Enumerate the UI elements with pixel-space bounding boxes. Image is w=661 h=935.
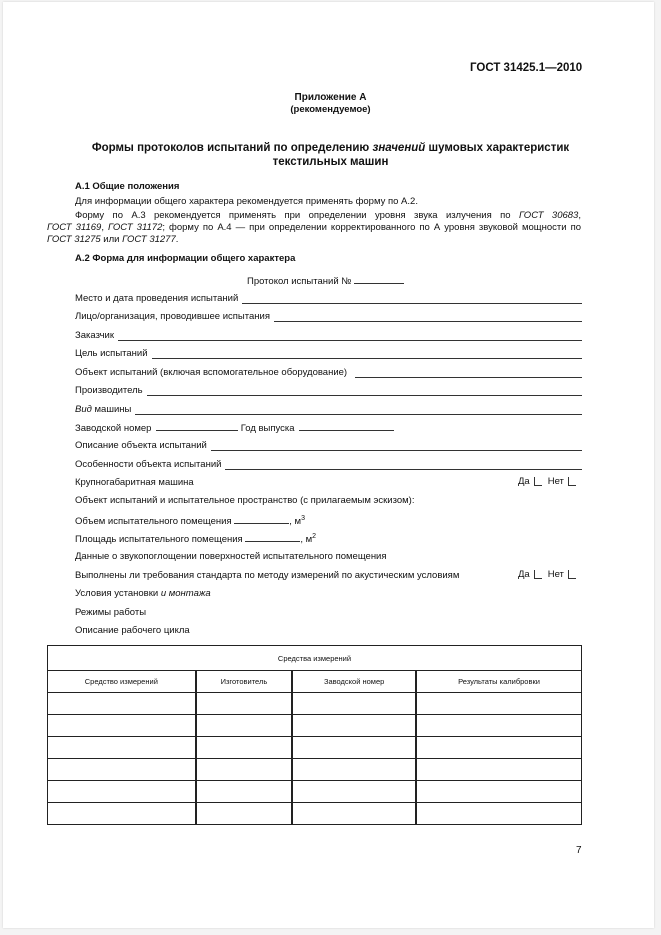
section-a1-p2-line1 [75, 210, 581, 221]
table-cell[interactable] [48, 759, 196, 781]
title-italic: значений [372, 142, 426, 154]
instruments-table [47, 645, 582, 825]
year-input[interactable] [299, 420, 394, 431]
large-machine-choice [518, 476, 576, 487]
table-cell[interactable] [292, 759, 416, 781]
table-caption: Средства измерений [48, 646, 582, 671]
table-cell[interactable] [48, 715, 196, 737]
table-cell[interactable] [196, 693, 293, 715]
section-a1-p2-line3 [47, 234, 178, 245]
table-cell[interactable] [416, 693, 582, 715]
volume-unit: , м [289, 516, 302, 527]
table-caption-row [48, 646, 582, 671]
table-row [48, 737, 582, 759]
volume-label: Объем испытательного помещения [75, 516, 232, 527]
table-cell[interactable] [196, 759, 293, 781]
customer-input[interactable] [118, 330, 582, 341]
table-cell[interactable] [292, 737, 416, 759]
object-label: Объект испытаний (включая вспомогательное оборудование) [75, 367, 348, 378]
table-cell[interactable] [416, 803, 582, 825]
p2-ref: ГОСТ 31169 [47, 222, 102, 233]
area-label: Площадь испытательного помещения [75, 534, 243, 545]
table-cell[interactable] [292, 803, 416, 825]
field-organization [75, 309, 582, 322]
field-customer [75, 328, 582, 341]
machine-type-rest: машины [91, 404, 132, 415]
p2-punct: . [175, 234, 179, 245]
table-cell[interactable] [416, 759, 582, 781]
object-input[interactable] [355, 367, 582, 378]
customer-label: Заказчик [75, 330, 115, 341]
install-italic: и монтажа [160, 588, 211, 599]
column-header: Результаты калибровки [416, 671, 582, 693]
table-cell[interactable] [292, 781, 416, 803]
field-manufacturer [75, 383, 582, 396]
purpose-input[interactable] [152, 348, 582, 359]
install-text: Условия установки [75, 588, 161, 599]
protocol-label: Протокол испытаний № [247, 276, 352, 287]
p2-text: или [100, 234, 123, 245]
serial-input[interactable] [156, 420, 238, 431]
p2-text: ; форму по А.4 — при определении корректированного по А уровня звуковой мощности по [162, 222, 581, 233]
p2-ref: ГОСТ 31277 [122, 234, 176, 245]
absorption-label: Данные о звукопоглощении поверхностей испытательного помещения [75, 551, 387, 562]
requirements-choice [518, 569, 576, 580]
section-a1-heading: А.1 Общие положения [75, 181, 180, 192]
place-date-label: Место и дата проведения испытаний [75, 293, 239, 304]
page-number: 7 [576, 845, 582, 856]
yes-checkbox[interactable] [534, 570, 542, 579]
field-volume [75, 513, 305, 527]
manufacturer-input[interactable] [147, 385, 582, 396]
table-cell[interactable] [196, 737, 293, 759]
volume-input[interactable] [234, 513, 289, 524]
p2-ref: ГОСТ 30683 [518, 210, 579, 221]
area-unit: , м [300, 534, 313, 545]
description-label: Описание объекта испытаний [75, 440, 207, 451]
section-a1-p2-line2 [47, 222, 581, 233]
place-date-input[interactable] [242, 293, 582, 304]
column-header: Заводской номер [292, 671, 416, 693]
no-checkbox[interactable] [568, 477, 576, 486]
table-cell[interactable] [416, 715, 582, 737]
appendix-subtitle: (рекомендуемое) [290, 104, 371, 115]
yes-label: Да [518, 569, 530, 580]
table-cell[interactable] [196, 715, 293, 737]
field-serial-year [75, 420, 394, 434]
table-cell[interactable] [48, 781, 196, 803]
table-cell[interactable] [48, 737, 196, 759]
cycle-label: Описание рабочего цикла [75, 625, 190, 636]
field-object [75, 365, 582, 378]
p2-ref: ГОСТ 31172 [108, 222, 163, 233]
main-title-line2: текстильных машин [272, 156, 389, 168]
large-machine-label: Крупногабаритная машина [75, 477, 194, 488]
table-row [48, 803, 582, 825]
document-code: ГОСТ 31425.1—2010 [470, 62, 583, 74]
field-features [75, 457, 582, 470]
table-cell[interactable] [416, 737, 582, 759]
modes-label: Режимы работы [75, 607, 147, 618]
protocol-number-row [247, 273, 404, 287]
table-row [48, 781, 582, 803]
column-header: Средство измерений [48, 671, 196, 693]
field-place-date [75, 291, 582, 304]
machine-type-input[interactable] [135, 404, 582, 415]
field-machine-type [75, 402, 582, 415]
table-cell[interactable] [292, 715, 416, 737]
organization-input[interactable] [274, 311, 582, 322]
table-cell[interactable] [48, 803, 196, 825]
table-row [48, 759, 582, 781]
no-label: Нет [547, 569, 564, 580]
description-input[interactable] [211, 440, 582, 451]
purpose-label: Цель испытаний [75, 348, 148, 359]
p2-ref: ГОСТ 31275 [47, 234, 101, 245]
field-area [75, 531, 316, 545]
machine-type-italic: Вид [75, 404, 92, 415]
no-checkbox[interactable] [568, 570, 576, 579]
column-header: Изготовитель [196, 671, 293, 693]
table-row [48, 715, 582, 737]
volume-exponent: 3 [301, 514, 305, 522]
year-label: Год выпуска [240, 423, 295, 434]
section-a2-heading: А.2 Форма для информации общего характера [75, 253, 296, 264]
field-purpose [75, 346, 582, 359]
appendix-title: Приложение А [294, 92, 367, 103]
p2-punct: , [101, 222, 109, 233]
object-space-label: Объект испытаний и испытательное пространство (с прилагаемым эскизом): [75, 495, 415, 506]
organization-label: Лицо/организация, проводившее испытания [75, 311, 270, 322]
yes-checkbox[interactable] [534, 477, 542, 486]
yes-label: Да [518, 476, 530, 487]
table-cell[interactable] [416, 781, 582, 803]
table-cell[interactable] [48, 693, 196, 715]
table-cell[interactable] [292, 693, 416, 715]
table-header-row [48, 671, 582, 693]
p2-punct: , [578, 210, 581, 221]
features-label: Особенности объекта испытаний [75, 459, 222, 470]
area-input[interactable] [245, 531, 300, 542]
field-description [75, 438, 582, 451]
install-conditions-label [75, 588, 211, 599]
section-a1-p1: Для информации общего характера рекомендуется применять форму по А.2. [75, 196, 418, 207]
table-row [48, 693, 582, 715]
machine-type-label [75, 404, 131, 415]
area-exponent: 2 [312, 532, 317, 540]
table-cell[interactable] [196, 803, 293, 825]
protocol-number-field[interactable] [354, 273, 404, 284]
title-prefix: Формы протоколов испытаний по определению [91, 142, 373, 154]
serial-label: Заводской номер [75, 423, 152, 434]
features-input[interactable] [225, 459, 582, 470]
requirements-label: Выполнены ли требования стандарта по методу измерений по акустическим условиям [75, 570, 460, 581]
manufacturer-label: Производитель [75, 385, 143, 396]
table-cell[interactable] [196, 781, 293, 803]
main-title-line1 [0, 142, 661, 154]
no-label: Нет [547, 476, 564, 487]
p2-text: Форму по А.3 рекомендуется применять при определении уровня звука излучения по [75, 210, 519, 221]
title-suffix: шумовых характеристик [425, 142, 570, 154]
